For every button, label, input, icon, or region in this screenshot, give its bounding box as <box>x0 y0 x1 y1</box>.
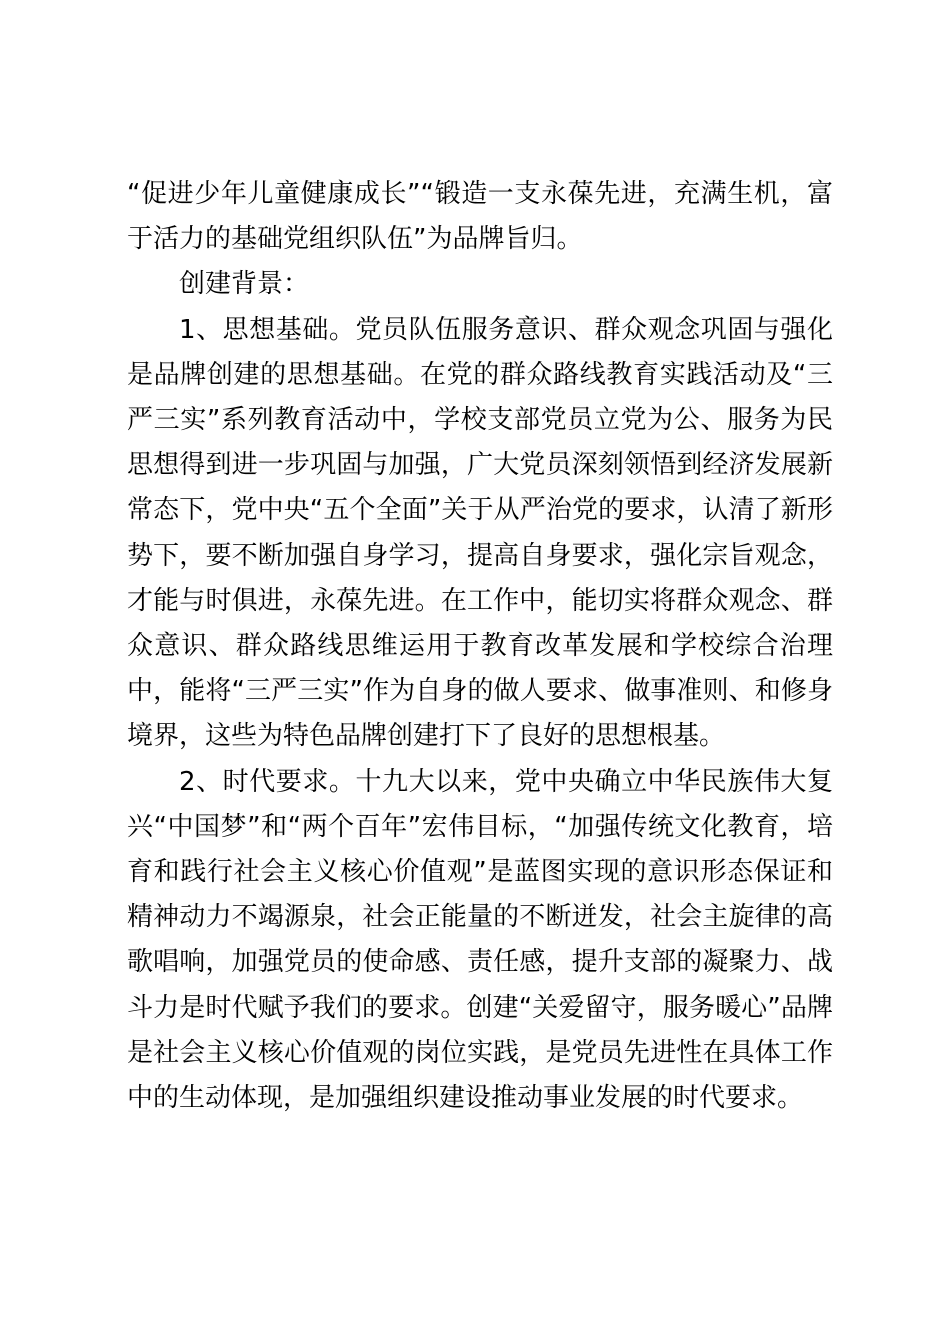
document-body <box>127 172 833 1121</box>
paragraph-creation-background-heading: 创建背景： <box>179 269 310 300</box>
paragraph-ideological-foundation: 1、思想基础。党员队伍服务意识、群众观念巩固与强化是品牌创建的思想基础。在党的群众路线教育实践活动及“三严三实”系列教育活动中，学校支部党员立党为公、服务为民思想得到进一步巩固与加强，广大党员深刻领悟到经济发展新常态下，党中央“五个全面”关于从严治党的要求，认清了新形势下，要不断加强自身学习，提高自身要求，强化宗旨观念，才能与时俱进，永葆先进。在工作中，能切实将群众观念、群众意识、群众路线思维运用于教育改革发展和学校综合治理中，能将“三严三实”作为自身的做人要求、做事准则、和修身境界，这些为特色品牌创建打下了良好的思想根基。 <box>127 314 833 752</box>
paragraph-era-requirement: 2、时代要求。十九大以来，党中央确立中华民族伟大复兴“中国梦”和“两个百年”宏伟目标，“加强传统文化教育，培育和践行社会主义核心价值观”是蓝图实现的意识形态保证和精神动力不竭源泉，社会正能量的不断迸发，社会主旋律的高歌唱响，加强党员的使命感、责任感，提升支部的凝聚力、战斗力是时代赋予我们的要求。创建“关爱留守，服务暖心”品牌是社会主义核心价值观的岗位实践，是党员先进性在具体工作中的生动体现，是加强组织建设推动事业发展的时代要求。 <box>127 766 833 1114</box>
paragraph-brand-purpose: “促进少年儿童健康成长”“锻造一支永葆先进，充满生机，富于活力的基础党组织队伍”为品牌旨归。 <box>127 179 833 255</box>
